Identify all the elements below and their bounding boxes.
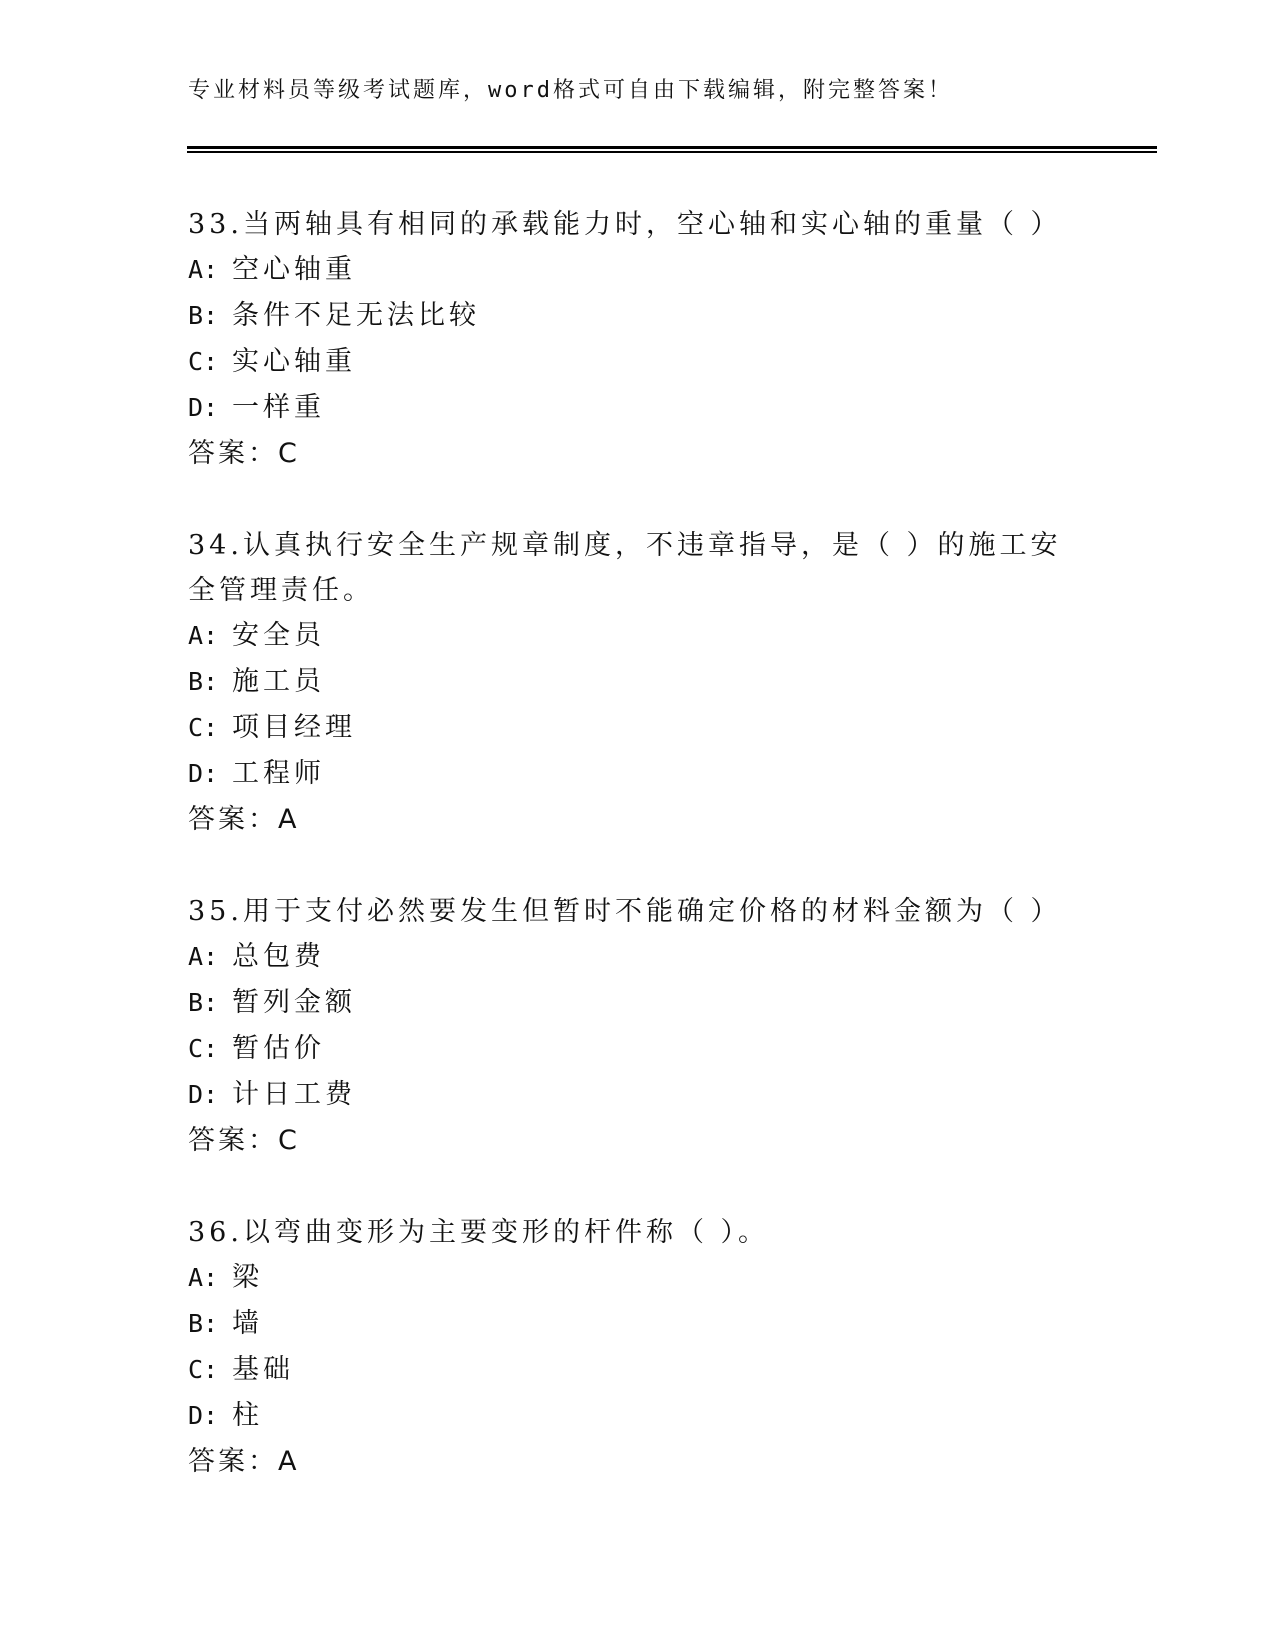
question-stem: 33.当两轴具有相同的承载能力时，空心轴和实心轴的重量（ ） [188,209,1062,240]
option-c [188,1026,1088,1072]
question-35 [188,889,1088,1164]
option-text: 暂估价 [232,1033,325,1064]
question-33 [188,202,1088,477]
option-c [188,339,1088,385]
option-key: C: [188,347,219,376]
option-b [188,980,1088,1026]
option-key: B: [188,667,219,696]
option-key: C: [188,1355,219,1384]
option-d [188,385,1088,431]
option-text: 一样重 [232,392,325,423]
option-a [188,934,1088,980]
option-text: 工程师 [232,758,325,789]
option-text: 基础 [232,1354,294,1385]
answer-text: 答案：A [188,1446,300,1477]
option-key: A: [188,1263,219,1292]
answer-text: 答案：A [188,804,300,835]
option-d [188,751,1088,797]
option-text: 安全员 [232,620,325,651]
option-a [188,1255,1088,1301]
option-key: D: [188,759,219,788]
question-stem: 36.以弯曲变形为主要变形的杆件称（ ）。 [188,1217,770,1248]
option-c [188,705,1088,751]
option-key: A: [188,942,219,971]
option-text: 柱 [232,1400,263,1431]
option-text: 实心轴重 [232,346,356,377]
option-key: C: [188,713,219,742]
option-d [188,1072,1088,1118]
option-c [188,1347,1088,1393]
option-key: C: [188,1034,219,1063]
option-b [188,1301,1088,1347]
option-text: 项目经理 [232,712,356,743]
option-b [188,659,1088,705]
option-text: 计日工费 [232,1079,356,1110]
question-stem: 35.用于支付必然要发生但暂时不能确定价格的材料金额为（ ） [188,896,1062,927]
header-rule-thin [187,151,1157,153]
option-key: A: [188,621,219,650]
question-list [188,202,1088,1531]
option-a [188,613,1088,659]
header-rule-thick [187,146,1157,149]
answer-text: 答案：C [188,1125,300,1156]
option-key: A: [188,255,219,284]
option-text: 梁 [232,1262,263,1293]
option-text: 总包费 [232,941,325,972]
option-text: 空心轴重 [232,254,356,285]
question-34 [188,523,1088,843]
option-b [188,293,1088,339]
option-key: D: [188,1401,219,1430]
option-key: D: [188,1080,219,1109]
option-text: 墙 [232,1308,263,1339]
option-text: 施工员 [232,666,325,697]
question-36 [188,1210,1088,1485]
option-text: 条件不足无法比较 [232,300,480,331]
answer-text: 答案：C [188,438,300,469]
option-key: B: [188,301,219,330]
option-key: B: [188,988,219,1017]
option-key: B: [188,1309,219,1338]
question-stem: 34.认真执行安全生产规章制度，不违章指导，是（ ）的施工安全管理责任。 [188,530,1062,606]
header-text: 专业材料员等级考试题库，word格式可自由下载编辑，附完整答案！ [188,78,953,103]
option-key: D: [188,393,219,422]
option-text: 暂列金额 [232,987,356,1018]
option-d [188,1393,1088,1439]
option-a [188,247,1088,293]
